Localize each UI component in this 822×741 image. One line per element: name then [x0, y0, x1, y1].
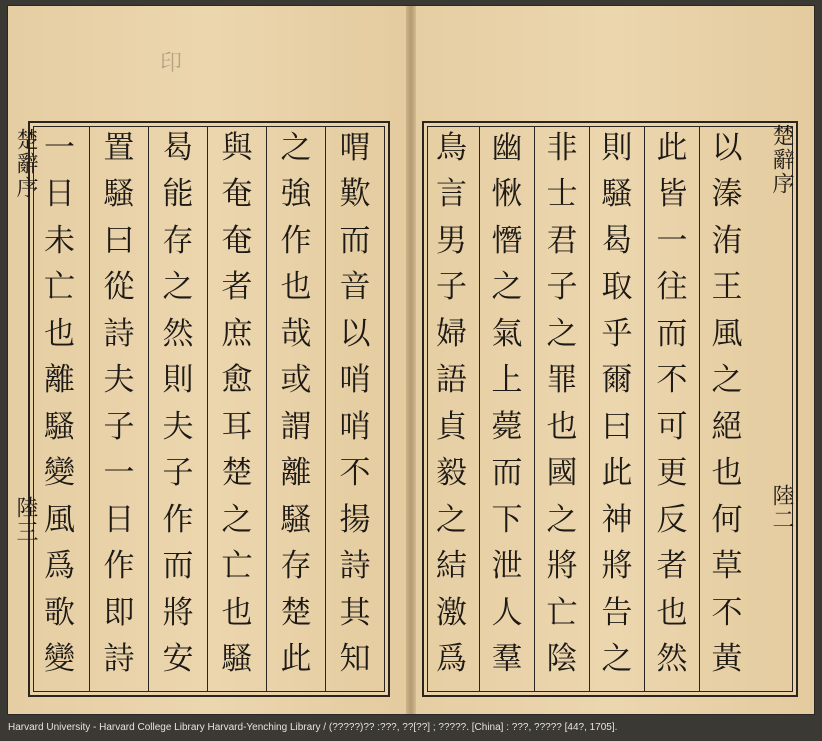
left-text-frame [28, 121, 390, 697]
right-page [410, 6, 814, 714]
text-column: 之 強 作 也 哉 或 謂 離 騷 存 楚 此 [266, 127, 325, 691]
right-margin-page: 陸二 [769, 484, 794, 532]
text-column: 與 奄 奄 者 庶 愈 耳 楚 之 亡 也 騷 [207, 127, 266, 691]
text-column: 鳥 言 男 子 婦 語 貞 毅 之 結 激 爲 [436, 130, 467, 677]
image-caption: Harvard University - Harvard College Library Harvard-Yenching Library / (?????)?? :???, ??[??] ; ?????. [China] : ???, ????? [44?, 1705]. [8, 722, 618, 733]
text-column: 喟 歎 而 音 以 哨 哨 不 揚 詩 其 知 [325, 127, 384, 691]
book-gutter [406, 6, 416, 714]
seal-stamp: 印 [159, 51, 182, 76]
book-spread [8, 6, 814, 714]
text-column: 非 士 君 子 之 罪 也 國 之 將 亡 陰 [534, 127, 589, 691]
text-column: 幽 愀 憯 之 氣 上 薨 而 下 泄 人 羣 [479, 127, 534, 691]
text-column: 則 騷 曷 取 乎 爾 曰 此 神 將 告 之 [589, 127, 644, 691]
left-margin-page: 陸三 [13, 496, 38, 544]
right-margin-title: 楚辭序 [769, 124, 794, 196]
text-column: 置 騷 曰 從 詩 夫 子 一 日 作 即 詩 [89, 127, 148, 691]
left-margin-title: 楚辭序 [13, 128, 38, 200]
right-text-frame [422, 121, 798, 697]
text-column: 一 日 未 亡 也 離 騷 變 風 爲 歌 變 [44, 130, 75, 677]
text-column: 以 溱 洧 王 風 之 絕 也 何 草 不 黃 [699, 127, 754, 691]
text-column: 此 皆 一 往 而 不 可 更 反 者 也 然 [644, 127, 699, 691]
text-column: 曷 能 存 之 然 則 夫 子 作 而 將 安 [148, 127, 207, 691]
left-page [8, 6, 410, 714]
